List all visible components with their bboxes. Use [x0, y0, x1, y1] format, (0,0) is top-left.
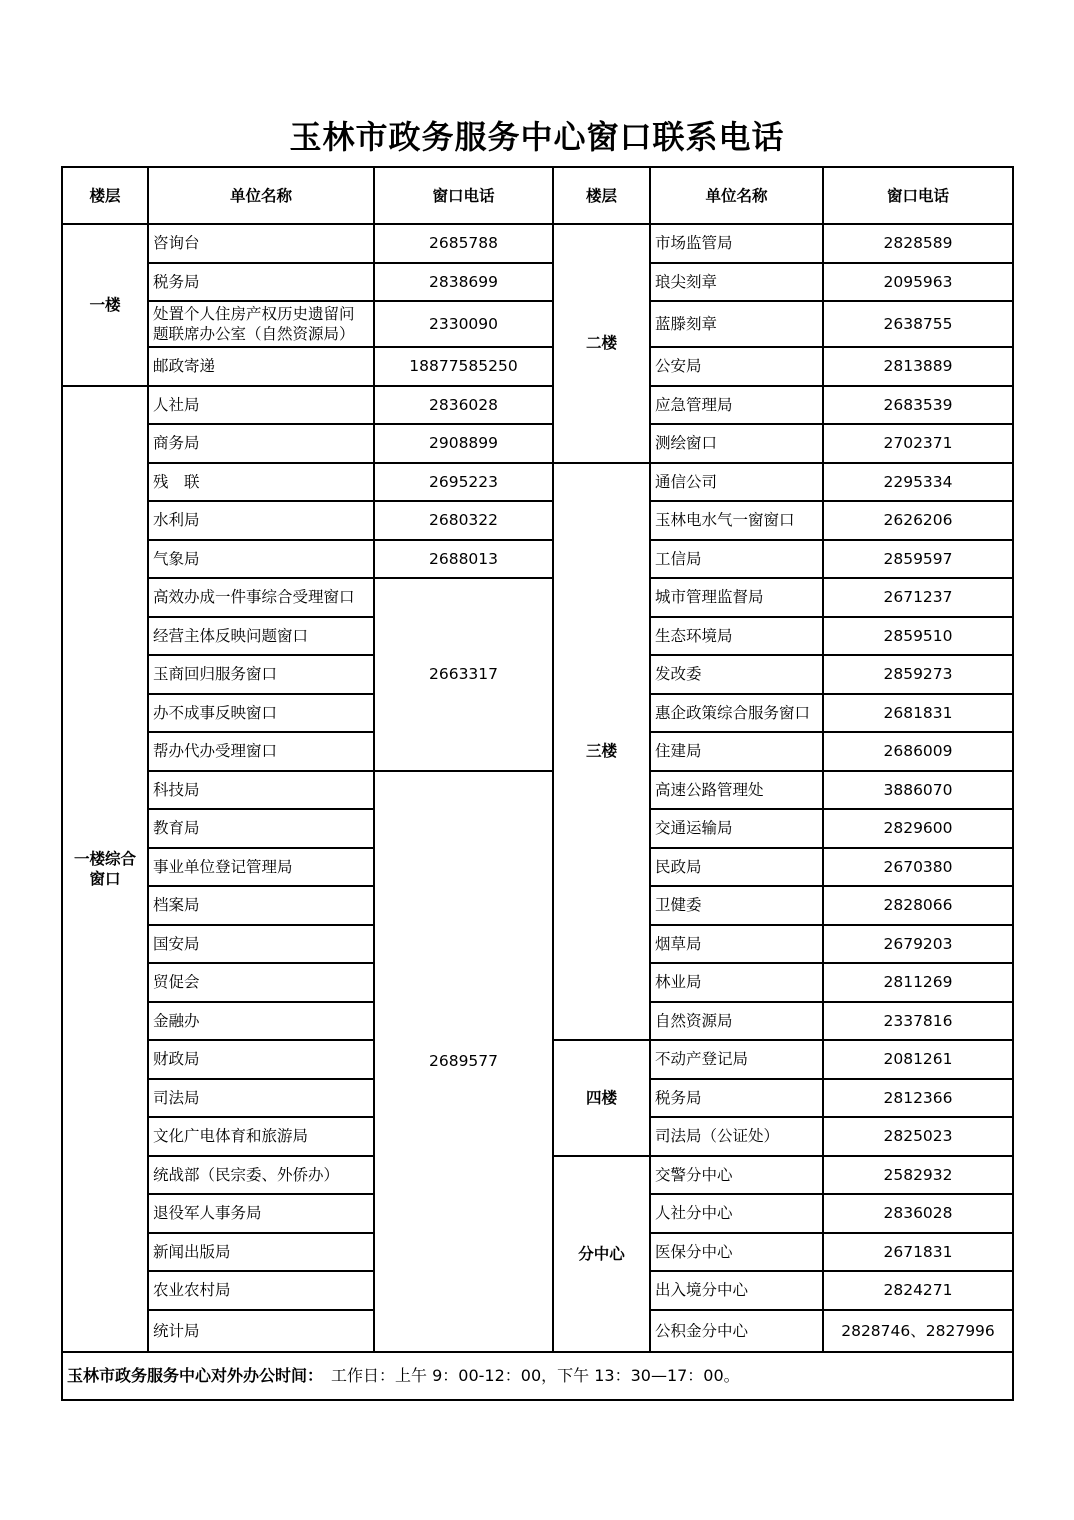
unit-name: 统战部（民宗委、外侨办） — [148, 1156, 374, 1195]
floor-cell: 一楼 — [62, 224, 148, 386]
unit-name: 办不成事反映窗口 — [148, 694, 374, 733]
unit-name: 琅尖刻章 — [650, 263, 823, 302]
phone-number: 2836028 — [823, 1194, 1013, 1233]
table-row — [62, 347, 1013, 386]
phone-number: 2670380 — [823, 848, 1013, 887]
phone-number: 2685788 — [374, 224, 553, 263]
phone-number: 2828746、2827996 — [823, 1310, 1013, 1352]
unit-name: 气象局 — [148, 540, 374, 579]
unit-name: 生态环境局 — [650, 617, 823, 656]
header-floor: 楼层 — [553, 167, 650, 224]
unit-name: 交警分中心 — [650, 1156, 823, 1195]
unit-name: 林业局 — [650, 963, 823, 1002]
table-row — [62, 501, 1013, 540]
phone-number: 2095963 — [823, 263, 1013, 302]
unit-name: 档案局 — [148, 886, 374, 925]
table-row — [62, 424, 1013, 463]
phone-number: 2582932 — [823, 1156, 1013, 1195]
phone-number: 2859597 — [823, 540, 1013, 579]
unit-name: 农业农村局 — [148, 1271, 374, 1310]
unit-name: 国安局 — [148, 925, 374, 964]
unit-name: 医保分中心 — [650, 1233, 823, 1272]
phone-number: 2671237 — [823, 578, 1013, 617]
unit-name: 经营主体反映问题窗口 — [148, 617, 374, 656]
unit-name: 金融办 — [148, 1002, 374, 1041]
unit-name: 司法局 — [148, 1079, 374, 1118]
phone-number: 2683539 — [823, 386, 1013, 425]
unit-name: 民政局 — [650, 848, 823, 887]
unit-name: 咨询台 — [148, 224, 374, 263]
unit-name: 公积金分中心 — [650, 1310, 823, 1352]
phone-number: 2828589 — [823, 224, 1013, 263]
unit-name: 自然资源局 — [650, 1002, 823, 1041]
unit-name: 处置个人住房产权历史遗留问题联席办公室（自然资源局） — [148, 301, 374, 347]
phone-number: 2811269 — [823, 963, 1013, 1002]
phone-number: 2295334 — [823, 463, 1013, 502]
unit-name: 税务局 — [650, 1079, 823, 1118]
unit-name: 卫健委 — [650, 886, 823, 925]
phone-number: 2638755 — [823, 301, 1013, 347]
phone-number: 3886070 — [823, 771, 1013, 810]
unit-name: 人社局 — [148, 386, 374, 425]
contact-table — [61, 166, 1014, 1401]
phone-number: 2681831 — [823, 694, 1013, 733]
office-hours-text: 工作日：上午 9：00-12：00，下午 13：30—17：00。 — [315, 1365, 740, 1385]
page-title: 玉林市政务服务中心窗口联系电话 — [289, 118, 785, 156]
phone-number: 18877585250 — [374, 347, 553, 386]
unit-name: 残 联 — [148, 463, 374, 502]
unit-name: 市场监管局 — [650, 224, 823, 263]
table-row — [62, 224, 1013, 263]
header-unit: 单位名称 — [148, 167, 374, 224]
phone-number: 2686009 — [823, 732, 1013, 771]
unit-name: 工信局 — [650, 540, 823, 579]
phone-number: 2702371 — [823, 424, 1013, 463]
unit-name: 商务局 — [148, 424, 374, 463]
unit-name: 应急管理局 — [650, 386, 823, 425]
unit-name: 统计局 — [148, 1310, 374, 1352]
unit-name: 文化广电体育和旅游局 — [148, 1117, 374, 1156]
unit-name: 人社分中心 — [650, 1194, 823, 1233]
phone-number: 2836028 — [374, 386, 553, 425]
floor-cell: 一楼综合窗口 — [62, 386, 148, 1352]
unit-name: 发改委 — [650, 655, 823, 694]
unit-name: 税务局 — [148, 263, 374, 302]
unit-name: 住建局 — [650, 732, 823, 771]
office-hours — [62, 1352, 1013, 1400]
unit-name: 烟草局 — [650, 925, 823, 964]
floor-cell: 二楼 — [553, 224, 650, 463]
unit-name: 高效办成一件事综合受理窗口 — [148, 578, 374, 617]
unit-name: 贸促会 — [148, 963, 374, 1002]
unit-name: 退役军人事务局 — [148, 1194, 374, 1233]
phone-number: 2825023 — [823, 1117, 1013, 1156]
office-hours-label: 玉林市政务服务中心对外办公时间： — [67, 1365, 316, 1385]
phone-number: 2908899 — [374, 424, 553, 463]
unit-name: 惠企政策综合服务窗口 — [650, 694, 823, 733]
unit-name: 事业单位登记管理局 — [148, 848, 374, 887]
unit-name: 公安局 — [650, 347, 823, 386]
unit-name: 蓝滕刻章 — [650, 301, 823, 347]
phone-number: 2680322 — [374, 501, 553, 540]
unit-name: 玉商回归服务窗口 — [148, 655, 374, 694]
phone-number: 2679203 — [823, 925, 1013, 964]
table-row — [62, 301, 1013, 347]
phone-number: 2829600 — [823, 809, 1013, 848]
unit-name: 邮政寄递 — [148, 347, 374, 386]
table-row — [62, 463, 1013, 502]
phone-number: 2330090 — [374, 301, 553, 347]
floor-cell: 四楼 — [553, 1040, 650, 1156]
table-row — [62, 540, 1013, 579]
unit-name: 司法局（公证处） — [650, 1117, 823, 1156]
header-phone: 窗口电话 — [374, 167, 553, 224]
table-row — [62, 263, 1013, 302]
phone-number: 2813889 — [823, 347, 1013, 386]
header-floor: 楼层 — [62, 167, 148, 224]
floor-cell: 分中心 — [553, 1156, 650, 1352]
phone-number: 2695223 — [374, 463, 553, 502]
unit-name: 科技局 — [148, 771, 374, 810]
phone-number: 2828066 — [823, 886, 1013, 925]
unit-name: 新闻出版局 — [148, 1233, 374, 1272]
floor-cell: 三楼 — [553, 463, 650, 1041]
unit-name: 玉林电水气一窗窗口 — [650, 501, 823, 540]
unit-name: 通信公司 — [650, 463, 823, 502]
phone-number: 2859510 — [823, 617, 1013, 656]
phone-number: 2859273 — [823, 655, 1013, 694]
phone-number: 2337816 — [823, 1002, 1013, 1041]
phone-number: 2838699 — [374, 263, 553, 302]
unit-name: 财政局 — [148, 1040, 374, 1079]
phone-number: 2688013 — [374, 540, 553, 579]
office-hours-row — [62, 1352, 1013, 1400]
phone-number: 2663317 — [374, 578, 553, 771]
unit-name: 帮办代办受理窗口 — [148, 732, 374, 771]
phone-number: 2671831 — [823, 1233, 1013, 1272]
header-row — [62, 167, 1013, 224]
unit-name: 水利局 — [148, 501, 374, 540]
table-row — [62, 771, 1013, 810]
unit-name: 高速公路管理处 — [650, 771, 823, 810]
unit-name: 出入境分中心 — [650, 1271, 823, 1310]
unit-name: 交通运输局 — [650, 809, 823, 848]
unit-name: 测绘窗口 — [650, 424, 823, 463]
table-row — [62, 578, 1013, 617]
unit-name: 教育局 — [148, 809, 374, 848]
unit-name: 城市管理监督局 — [650, 578, 823, 617]
phone-number: 2812366 — [823, 1079, 1013, 1118]
header-phone: 窗口电话 — [823, 167, 1013, 224]
table-row — [62, 386, 1013, 425]
unit-name: 不动产登记局 — [650, 1040, 823, 1079]
phone-number: 2081261 — [823, 1040, 1013, 1079]
phone-number: 2824271 — [823, 1271, 1013, 1310]
phone-number: 2626206 — [823, 501, 1013, 540]
header-unit: 单位名称 — [650, 167, 823, 224]
phone-number: 2689577 — [374, 771, 553, 1352]
